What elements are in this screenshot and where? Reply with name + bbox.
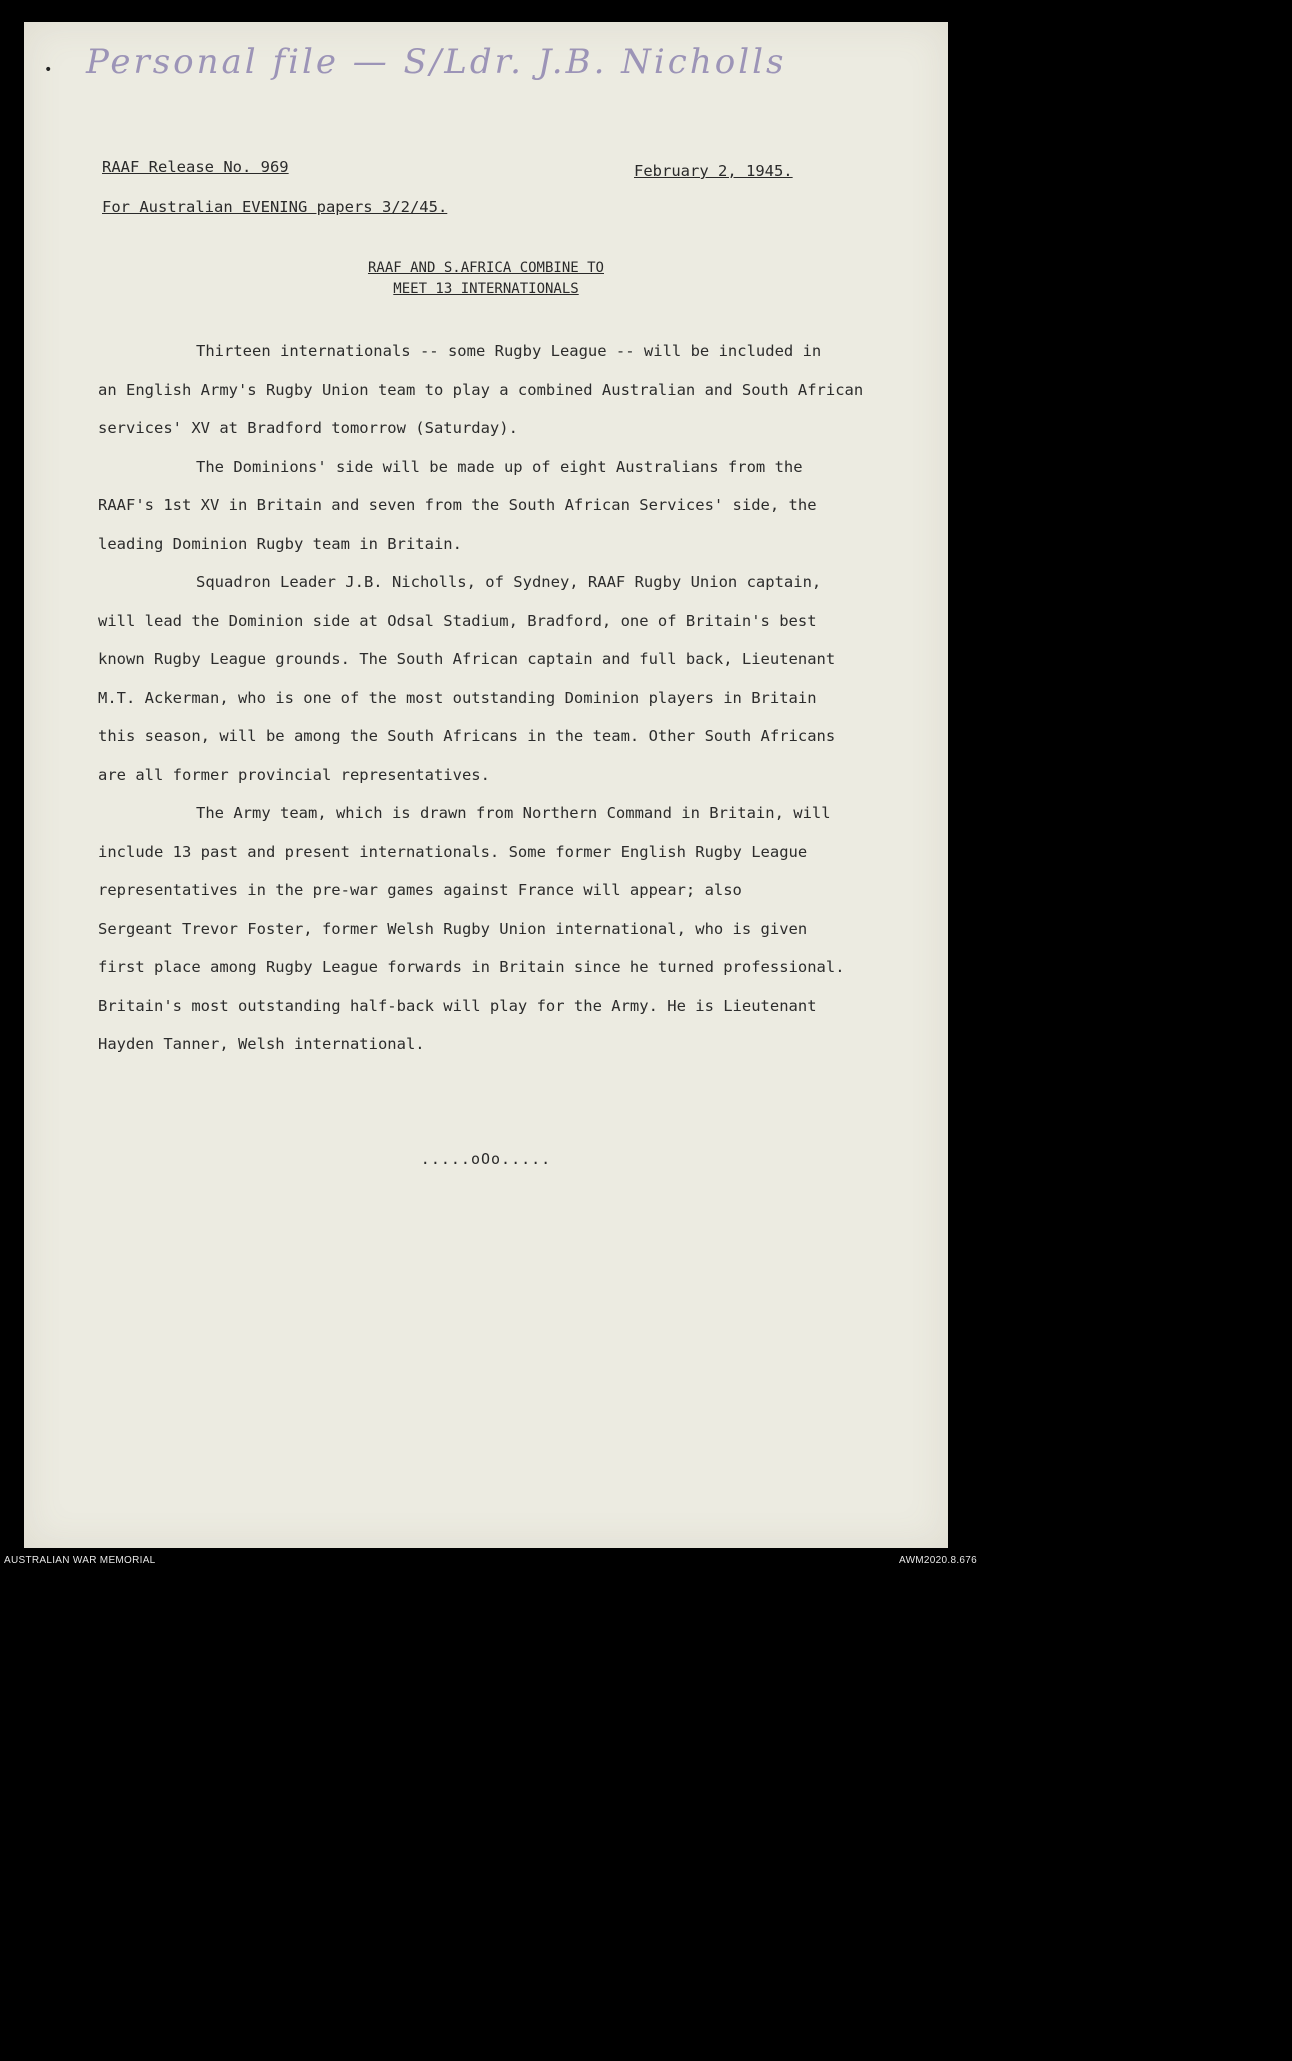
archive-reference: AWM2020.8.676	[898, 1555, 977, 1566]
margin-mark: •	[44, 62, 53, 78]
archive-credit: AUSTRALIAN WAR MEMORIAL	[4, 1555, 156, 1566]
text-line: Thirteen internationals -- some Rugby League -- will be included in	[196, 342, 822, 360]
text-line: Sergeant Trevor Foster, former Welsh Rugby Union international, who is given	[98, 919, 808, 938]
text-line: representatives in the pre-war games against France will appear; also	[98, 881, 742, 899]
release-number: RAAF Release No. 969	[102, 158, 289, 176]
article-body	[98, 332, 898, 1064]
headline-line-1: RAAF AND S.AFRICA COMBINE TO	[367, 260, 604, 276]
text-line: RAAF's 1st XV in Britain and seven from the South African Services' side, the	[98, 496, 817, 514]
text-line: Squadron Leader J.B. Nicholls, of Sydney, RAAF Rugby Union captain,	[196, 573, 822, 591]
headline	[24, 258, 948, 300]
text-line: M.T. Ackerman, who is one of the most outstanding Dominion players in Britain	[98, 688, 817, 707]
paragraph-3	[98, 563, 898, 794]
paragraph-4	[98, 794, 898, 1064]
release-date: February 2, 1945.	[634, 162, 793, 180]
distribution-line: For Australian EVENING papers 3/2/45.	[102, 198, 448, 216]
text-line: Hayden Tanner, Welsh international.	[98, 1035, 425, 1053]
text-line: this season, will be among the South Africans in the team. Other South Africans	[98, 727, 836, 745]
paragraph-2	[98, 448, 898, 564]
text-line: known Rugby League grounds. The South African captain and full back, Lieutenant	[98, 650, 836, 668]
text-line: an English Army's Rugby Union team to play a combined Australian and South African	[98, 380, 864, 399]
text-line: services' XV at Bradford tomorrow (Saturday).	[98, 419, 518, 437]
text-line: include 13 past and present internationals. Some former English Rugby League	[98, 842, 808, 861]
text-line: The Army team, which is drawn from Northern Command in Britain, will	[196, 804, 831, 822]
text-line: leading Dominion Rugby team in Britain.	[98, 534, 462, 553]
text-line: are all former provincial representatives.	[98, 765, 490, 784]
end-marker: .....oOo.....	[420, 1150, 552, 1168]
text-line: The Dominions' side will be made up of eight Australians from the	[196, 457, 803, 476]
text-line: first place among Rugby League forwards in Britain since he turned professional.	[98, 958, 845, 976]
headline-line-2: MEET 13 INTERNATIONALS	[393, 281, 579, 297]
document-page	[24, 22, 948, 1548]
paragraph-1	[98, 332, 898, 448]
handwritten-file-note: Personal file — S/Ldr. J.B. Nicholls	[86, 42, 787, 82]
text-line: will lead the Dominion side at Odsal Stadium, Bradford, one of Britain's best	[98, 611, 817, 630]
text-line: Britain's most outstanding half-back will play for the Army. He is Lieutenant	[98, 996, 817, 1015]
